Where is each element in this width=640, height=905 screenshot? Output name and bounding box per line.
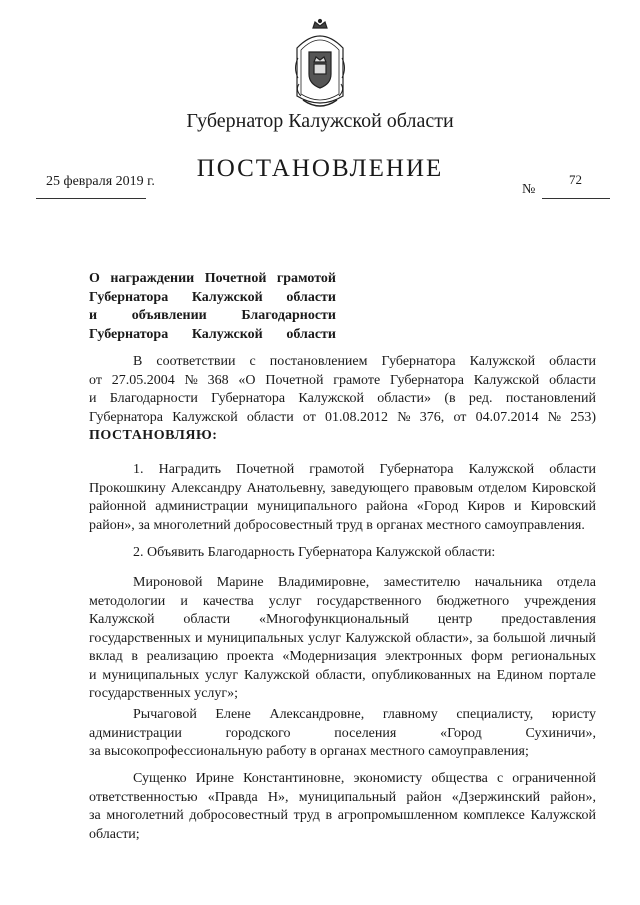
preamble-paragraph [89,353,596,446]
number-underline [542,198,610,199]
text-line: ответственностью «Правда Н», муниципальный район «Дзержинский район», [89,789,596,805]
item-1-paragraph [89,461,596,535]
award-sushchenko [89,770,596,844]
text-line: методологии и качества услуг государственного бюджетного учреждения [89,593,596,609]
text-line: Прокошкину Александру Анатольевну, заведующего правовым отделом Кировской [89,480,596,496]
text-line: области; [89,826,140,842]
text-line: государственных услуг»; [89,686,239,701]
decree-word: ПОСТАНОВЛЯЮ: [89,428,218,443]
governor-title: Губернатор Калужской области [186,110,454,132]
number-label: № [522,182,536,197]
text-line: государственных и муниципальных услуг Калужской области», за большой личный [89,630,596,646]
text-line: Калужской области «Многофункциональный центр предоставления [89,612,596,627]
text-line: Рычаговой Елене Александровне, главному специалисту, юристу [133,707,596,722]
text-line: за многолетний добросовестный труд в агропромышленном комплексе Калужской [89,808,596,823]
text-line: Губернатора Калужской области от 01.08.2012 № 376, от 04.07.2014 № 253) [89,409,596,425]
document-type: ПОСТАНОВЛЕНИЕ [196,155,444,182]
text-line: Сущенко Ирине Константиновне, экономисту общества с ограниченной [133,771,596,786]
text-line: за высокопрофессиональную работу в органах местного самоуправления; [89,744,529,759]
text-line: и муниципальных услуг Калужской области, опубликованных на Едином портале [89,667,596,683]
text-line: 1. Наградить Почетной грамотой Губернатора Калужской области [133,462,596,477]
text-line: от 27.05.2004 № 368 «О Почетной грамоте Губернатора Калужской области [89,372,596,388]
subject-line: и объявлении Благодарности [89,308,336,323]
text-line: 2. Объявить Благодарность Губернатора Калужской области: [133,545,496,560]
text-line: районной администрации муниципального района «Город Киров и Кировский [89,499,596,514]
item-2-heading [89,544,596,563]
text-line: Мироновой Марине Владимировне, заместителю начальника отдела [133,575,596,590]
document-number: 72 [569,172,582,187]
text-line: и Благодарности Губернатора Калужской области» (в ред. постановлений [89,391,596,406]
text-line: В соответствии с постановлением Губернатора Калужской области [133,354,596,369]
text-line: администрации городского поселения «Город Сухиничи», [89,725,596,741]
award-rychagova [89,706,596,762]
text-line: вклад в реализацию проекта «Модернизация электронных форм региональных [89,649,596,664]
coat-of-arms-emblem [289,18,351,114]
subject-line: Губернатора Калужской области [89,289,336,305]
date-underline [36,198,146,199]
subject-line: О награждении Почетной грамотой [89,271,336,286]
subject-block [89,270,336,344]
award-mironova [89,574,596,704]
document-date: 25 февраля 2019 г. [46,174,155,189]
text-line: район», за многолетний добросовестный труд в органах местного самоуправления. [89,517,585,533]
subject-line: Губернатора Калужской области [89,326,336,342]
